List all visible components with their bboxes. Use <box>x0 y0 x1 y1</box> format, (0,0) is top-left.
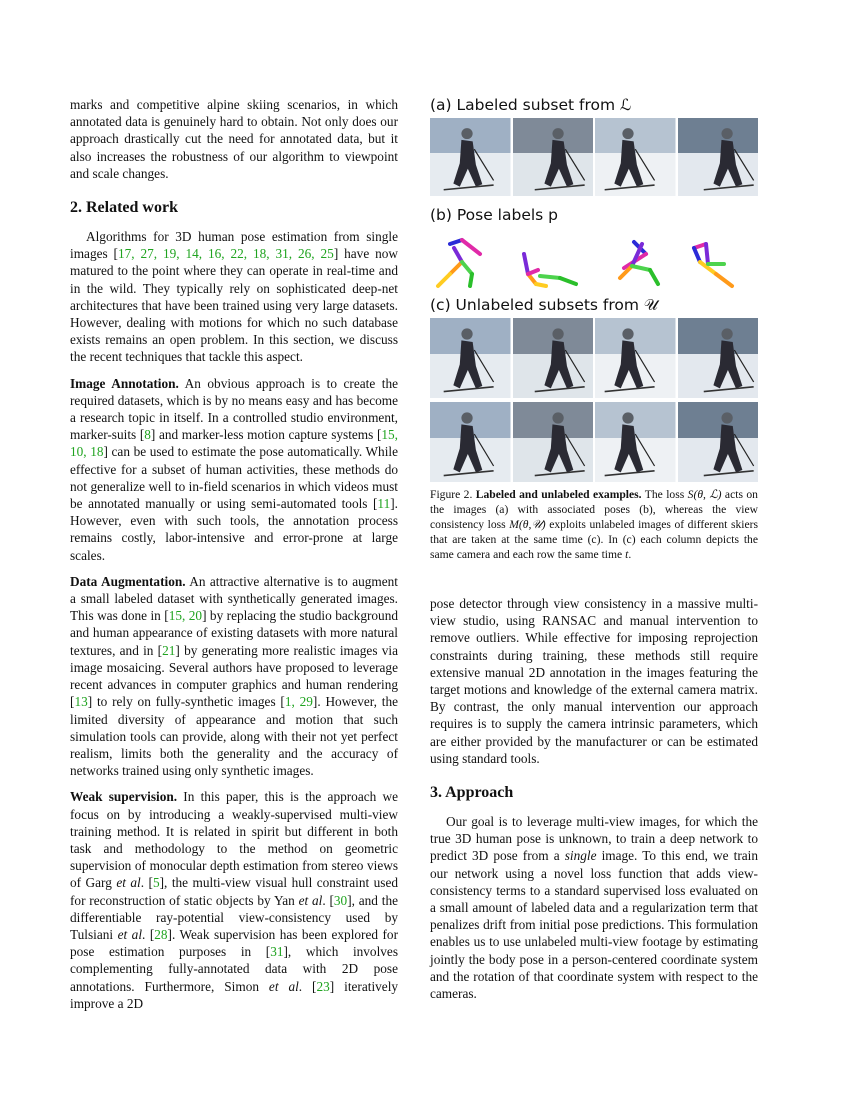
skier-photo <box>678 318 759 398</box>
section-heading-approach: 3. Approach <box>430 784 514 802</box>
panel-c-title: (c) Unlabeled subsets from 𝒰 <box>430 296 658 314</box>
skier-photo <box>513 318 594 398</box>
skier-photo <box>595 402 676 482</box>
left-column <box>70 96 398 1012</box>
run-in-heading: Data Augmentation. <box>70 573 186 589</box>
pose-labels-row <box>430 234 758 290</box>
skier-photo <box>678 118 759 196</box>
panel-b-title: (b) Pose labels p <box>430 206 559 224</box>
skier-photo <box>678 402 759 482</box>
skier-photo <box>595 118 676 196</box>
citation-link[interactable]: 5 <box>152 875 160 891</box>
unlabeled-photo-row-2 <box>430 402 758 482</box>
caption-title: Labeled and unlabeled examples. <box>475 488 642 501</box>
continuation-paragraph: pose detector through view consistency in a massive multi-view studio, using RANSAC and manual intervention to remove outliers. While effective for imposing reprojection constraints during training, these methods still require extensive manual 2D annotation in the images featuring the target motions and knowledge of the external camera matrix. By contrast, the only manual intervention our approach requires is to supply the camera intrinsic parameters, which are either provided by the manufacturer or can be estimated using standard tools. <box>430 596 758 766</box>
run-in-heading: Image Annotation. <box>70 375 179 391</box>
figure-2 <box>430 96 758 491</box>
image-annotation-paragraph: Image Annotation. An obvious approach is to create the required datasets, which is by no means easy and has become a research topic in itself. In a controlled studio environment, marker-suits [8] and marker-less motion capture systems [15, 10, 18] can be used to estimate the pose automatically. While effective for a subset of human activities, these methods do not generalize well to in-field scenarios in which videos must be annotated manually or using semi-automated tools [11]. However, even with such tools, the annotation process remains costly, labor-intensive and error-prone at large scales. <box>70 375 398 563</box>
citation-link[interactable]: 17, 27, 19, 14, 16, 22, 18, 31, 26, 25 <box>117 246 334 262</box>
pose-skeleton <box>516 234 580 290</box>
skier-photo <box>595 318 676 398</box>
citation-link[interactable]: 30 <box>333 892 348 908</box>
citation-link[interactable]: 28 <box>154 926 168 942</box>
panel-a-title: (a) Labeled subset from ℒ <box>430 96 632 114</box>
pose-skeleton <box>432 234 496 290</box>
unlabeled-photo-row-1 <box>430 318 758 398</box>
skier-photo <box>513 402 594 482</box>
data-augmentation-paragraph: Data Augmentation. An attractive alternative is to augment a small labeled dataset with synthetically generated images. This was done in [15, 20] by replacing the studio background and human appearance of existing datasets with more natural textures, and in [21] by generating more realistic images via image mosaicing. Several authors have proposed to leverage recent advances in computer graphics and human rendering [13] to rely on fully-synthetic images [1, 29]. However, the limited diversity of appearance and motion that such simulation tools can provide, along with their not yet perfect realism, limits both the generality and the accuracy of networks trained using only synthetic images. <box>70 573 399 779</box>
intro-paragraph: marks and competitive alpine skiing scenarios, in which annotated data is genuinely hard to obtain. Not only does our approach drastically cut the need for annotated data, but it also increases the robustness of our algorithm to viewpoint and scale changes. <box>70 97 398 181</box>
citation-link[interactable]: 31 <box>270 944 284 960</box>
run-in-heading: Weak supervision. <box>70 789 178 805</box>
approach-paragraph: Our goal is to leverage multi-view images, for which the true 3D human pose is unknown, to train a deep network to predict 3D pose from a single image. To this end, we train our network using a novel loss function that adds view-consistency terms to a standard supervised loss evaluated on a small amount of labeled data and a regularization term that penalizes drift from initial pose predictions. This formulation enables us to use unlabeled multi-view footage by estimating jointly the body pose in a person-centered coordinate system and the rotation of that coordinate system with respect to the cameras. <box>430 814 759 1002</box>
right-column <box>430 595 758 1002</box>
citation-link[interactable]: 15, 10, 18 <box>70 427 398 460</box>
citation-link[interactable]: 11 <box>377 496 391 512</box>
skier-photo <box>513 118 594 196</box>
weak-supervision-paragraph: Weak supervision. In this paper, this is the approach we focus on by introducing a weakly-supervised multi-view training method. It is related in spirit but different in both task and methodology to the method on geometric supervision of monocular depth estimation from stereo views of Garg et al. [5], the multi-view visual hull constraint used for reconstruction of static objects by Yan et al. [30], and the differentiable ray-potential view-consistency used by Tulsiani et al. [28]. Weak supervision has been explored for pose estimation purposes in [31], which involves complementing fully-annotated data with 2D pose annotations. Furthermore, Simon et al. [23] iteratively improve a 2D <box>70 789 399 1011</box>
citation-link[interactable]: 15, 20 <box>168 608 203 624</box>
skier-photo <box>430 318 511 398</box>
section-heading-related-work: 2. Related work <box>70 199 178 217</box>
citation-link[interactable]: 23 <box>316 978 330 994</box>
labeled-photo-row <box>430 118 758 196</box>
caption-label: Figure 2. <box>430 488 473 501</box>
citation-link[interactable]: 1, 29 <box>284 694 313 710</box>
pose-skeleton <box>606 234 670 290</box>
skier-photo <box>430 402 511 482</box>
related-work-paragraph: Algorithms for 3D human pose estimation from single images [17, 27, 19, 14, 16, 22, 18, 31, 26, 25] have now matured to the point where they can operate in real-time and in the wild. They typically rely on sophisticated deep-net architectures that have been trained using very large datasets. However, dealing with motions for which no such database exists remains an open problem. In this section, we discuss the recent techniques that tackle this aspect. <box>70 229 399 365</box>
skier-photo <box>430 118 511 196</box>
citation-link[interactable]: 21 <box>162 642 176 658</box>
figure-caption: Figure 2. Labeled and unlabeled examples. The loss S(θ, ℒ) acts on the images (a) with associated poses (b), whereas the view consistency loss M(θ,𝒰) exploits unlabeled images of different skiers that are taken at the same time (c). In (c) each column depicts the same camera and each row the same time t. <box>430 488 758 561</box>
pose-skeleton <box>686 234 750 290</box>
citation-link[interactable]: 8 <box>144 427 151 443</box>
citation-link[interactable]: 13 <box>74 694 88 710</box>
